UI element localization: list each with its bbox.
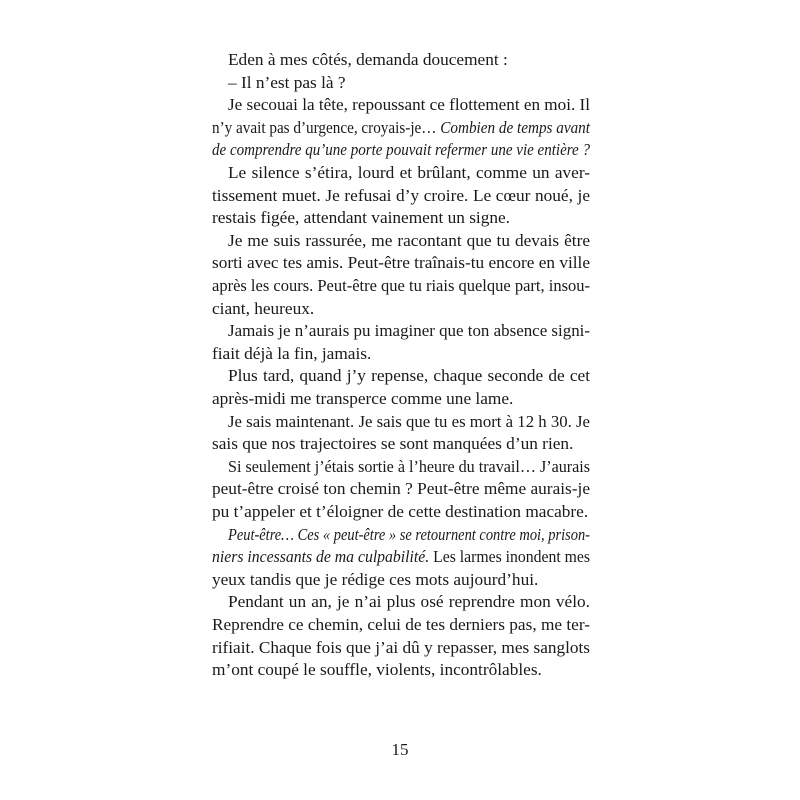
text-run: pu t’appeler et t’éloigner de cette destination macabre. [212, 502, 589, 521]
text-line [0, 433, 800, 455]
text-run: Je me suis rassurée, me racontant que tu devais être [228, 230, 590, 250]
text-line [0, 162, 800, 184]
text-run: Plus tard, quand j’y repense, chaque seconde de cet [228, 366, 590, 386]
text-run: Si seulement j’étais sortie à l’heure du travail… J’aurais [228, 456, 590, 476]
text-line [0, 501, 800, 523]
italic-text: niers incessants de ma culpabilité. [212, 547, 430, 567]
text-run: après les cours. Peut-être que tu riais quelque part, insou- [212, 276, 590, 295]
text-run: après-midi me transperce comme une lame. [212, 389, 514, 408]
page-number: 15 [391, 740, 409, 759]
text-line [0, 411, 800, 433]
text-run: – Il n’est pas là ? [228, 72, 346, 92]
text-line [0, 139, 800, 161]
text-line [0, 72, 800, 94]
text-line [0, 524, 800, 546]
italic-text: Combien de temps avant [440, 117, 590, 137]
text-line [0, 117, 800, 139]
text-run: Eden à mes côtés, demanda doucement : [228, 50, 508, 69]
text-line [0, 275, 800, 297]
text-run: Je sais maintenant. Je sais que tu es mort à 12 h 30. Je [228, 411, 590, 431]
text-run: Le silence s’étira, lourd et brûlant, comme un aver- [228, 163, 590, 182]
text-line [0, 230, 800, 252]
text-run: Reprendre ce chemin, celui de tes derniers pas, me ter- [212, 615, 590, 634]
text-line [0, 614, 800, 636]
text-line [0, 659, 800, 681]
text-run: Les larmes inondent mes [429, 547, 590, 567]
italic-text: Peut-être… Ces « peut-être » se retournent contre moi, prison- [228, 524, 590, 544]
text-line [0, 365, 800, 387]
text-run: Jamais je n’aurais pu imaginer que ton absence signi- [228, 321, 590, 341]
text-line [0, 49, 800, 71]
text-line [0, 388, 800, 410]
text-line [0, 298, 800, 320]
text-line [0, 207, 800, 229]
text-run: peut-être croisé ton chemin ? Peut-être même aurais-je [212, 479, 590, 499]
text-line [0, 252, 800, 274]
text-line [0, 591, 800, 613]
text-run: n’y avait pas d’urgence, croyais-je… [212, 117, 441, 137]
text-run: yeux tandis que je rédige ces mots aujourd’hui. [212, 569, 539, 589]
text-line [0, 569, 800, 591]
text-line [0, 546, 800, 568]
text-run: fiait déjà la fin, jamais. [212, 343, 372, 363]
text-line [0, 478, 800, 500]
text-line [0, 456, 800, 478]
text-run: Pendant un an, je n’ai plus osé reprendre mon vélo. [228, 592, 590, 612]
text-line [0, 343, 800, 365]
text-run: sais que nos trajectoires se sont manquées d’un rien. [212, 434, 574, 454]
text-run: sorti avec tes amis. Peut-être traînais-tu encore en ville [212, 253, 590, 273]
text-run: ciant, heureux. [212, 298, 315, 318]
text-run: Je secouai la tête, repoussant ce flottement en moi. Il [228, 95, 590, 115]
text-line [0, 637, 800, 659]
text-run: rifiait. Chaque fois que j’ai dû y repasser, mes sanglots [212, 637, 590, 657]
text-run: tissement muet. Je refusai d’y croire. Le cœur noué, je [212, 185, 590, 205]
text-line [0, 320, 800, 342]
text-run: m’ont coupé le souffle, violents, incontrôlables. [212, 660, 542, 680]
text-line [0, 185, 800, 207]
text-line [0, 94, 800, 116]
text-run: restais figée, attendant vainement un signe. [212, 208, 511, 228]
italic-text: de comprendre qu’une porte pouvait refermer une vie entière ? [212, 140, 590, 160]
